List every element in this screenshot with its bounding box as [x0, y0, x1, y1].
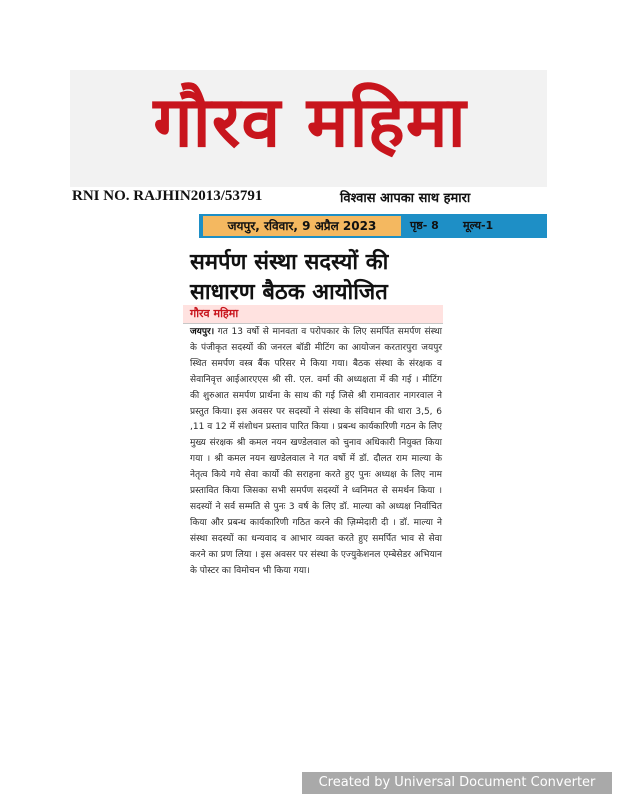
article-text: गत 13 वर्षो से मानवता व परोपकार के लिए समर्पित समर्पण संस्था के पंजीकृत सदस्यों की जनरल बॉडी मीटिंग का आयोजन करतारपुरा जयपुर स्थित समर्पण वस्त्र बैंक परिसर मे किया गया। बैठक संस्था के संरक्षक व सेवानिवृत्त आईआरएएस श्री सी. एल. वर्मा की अध्यक्षता में की गई । मीटिंग की शुरुआत समर्पण प्रार्थना के साथ की गई जिसे श्री रामावतार नागरवाल ने प्रस्तुत किया। इस अवसर पर सदस्यों ने संस्था के संविधान की धारा 3,5, 6 ,11 व 12 में संशोधन प्रस्ताव पारित किया । प्रबन्ध कार्यकारिणी गठन के लिए मुख्य संरक्षक श्री कमल नयन खण्डेलवाल को चुनाव अधिकारी नियुक्त किया गया । श्री कमल नयन खण्डेलवाल ने गत वर्षो में डॉ. दौलत राम माल्या के नेतृत्व किये गये सेवा कार्यो की सराहना करते हुए पुनः अध्यक्ष के लिए नाम प्रस्तावित किया जिसका सभी समर्पण सदस्यों ने ध्वनिमत से समर्थन किया । सदस्यों ने सर्व सम्मति से पुनः 3 वर्ष के लिए डॉ. माल्या को अध्यक्ष निर्वाचित किया और प्रबन्ध कार्यकारिणी गठित करने की ज़िम्मेदारी दी । डॉ. माल्या ने संस्था सदस्यों का धन्यवाद व आभार व्यक्त करते हुए समर्पित भाव से सेवा करने का प्रण लिया । इस अवसर पर संस्था के एज्युकेशनल एम्बेसेडर अभियान के पोस्टर का विमोचन भी किया गया। — [190, 327, 442, 576]
masthead — [70, 70, 547, 187]
rni-number: RNI NO. RAJHIN2013/53791 — [72, 188, 263, 204]
converter-watermark: Created by Universal Document Converter — [302, 772, 612, 794]
issue-date: जयपुर, रविवार, 9 अप्रैल 2023 — [203, 216, 401, 236]
price: मूल्य-1 — [463, 219, 494, 232]
article-headline: समर्पण संस्था सदस्यों की साधारण बैठक आयोजित — [190, 250, 389, 305]
article-body — [190, 325, 442, 580]
article-byline: गौरव महिमा — [190, 307, 239, 320]
page-number: पृष्ठ- 8 — [410, 219, 439, 232]
newspaper-title: गौरव महिमा — [153, 81, 467, 163]
article-dateline: जयपुर। — [190, 327, 215, 337]
tagline: विश्वास आपका साथ हमारा — [340, 191, 471, 206]
